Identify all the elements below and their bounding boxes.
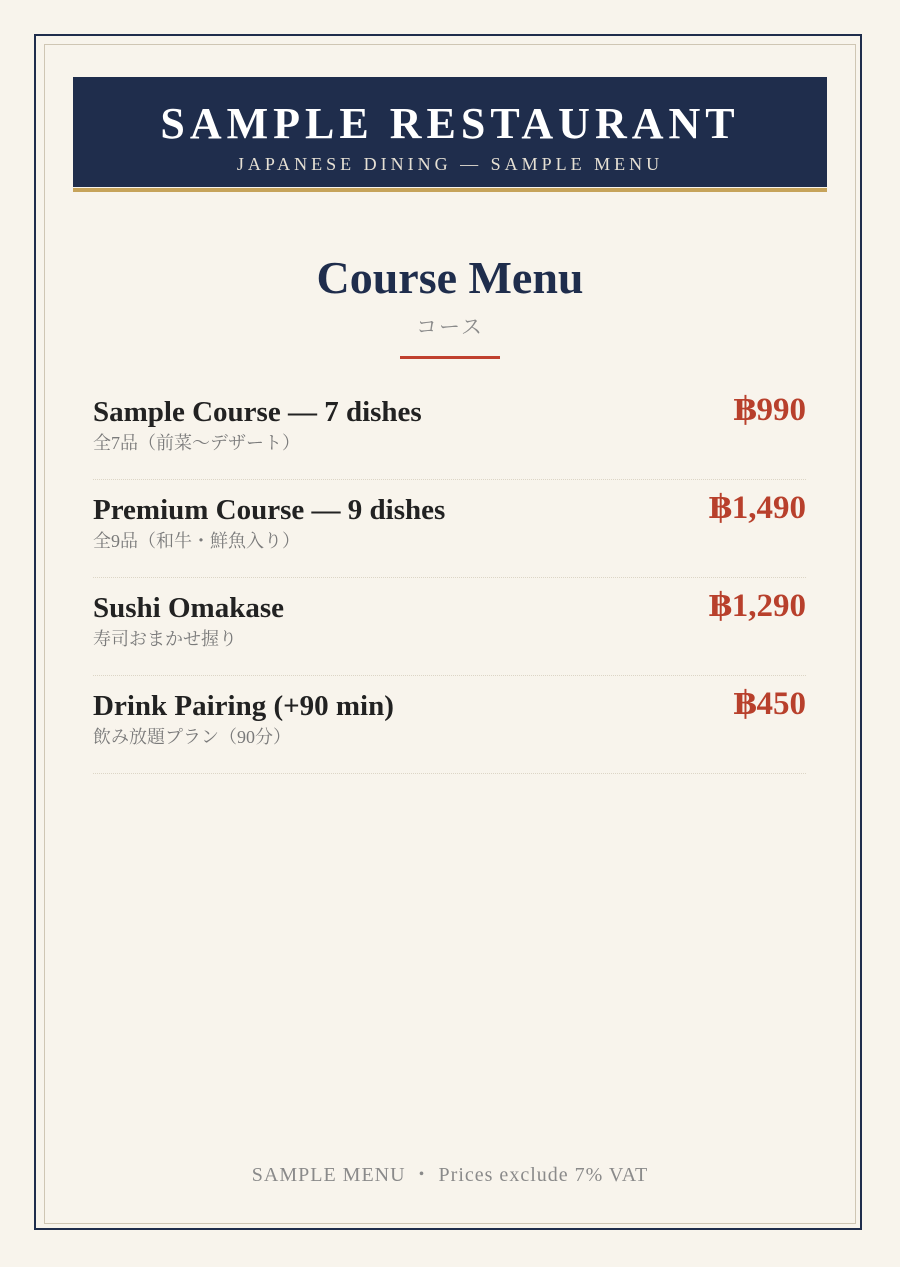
menu-item-price: ฿1,290 bbox=[708, 588, 806, 624]
footer-note: SAMPLE MENU ・ Prices exclude 7% VAT bbox=[251, 1164, 649, 1186]
menu-item-description: 全9品（和牛・鮮魚入り） bbox=[93, 531, 300, 551]
menu-item-sample-course bbox=[93, 382, 806, 480]
header-banner bbox=[73, 77, 827, 187]
restaurant-tagline: JAPANESE DINING — SAMPLE MENU bbox=[236, 154, 664, 174]
menu-item-description: 寿司おまかせ握り bbox=[93, 629, 237, 649]
menu-item-name: Drink Pairing (+90 min) bbox=[93, 690, 394, 722]
header-gold-divider bbox=[73, 188, 827, 192]
menu-item-drink-pairing bbox=[93, 676, 806, 774]
section-title-underline bbox=[400, 356, 500, 359]
menu-item-description: 飲み放題プラン（90分） bbox=[93, 727, 291, 747]
menu-item-sushi-omakase bbox=[93, 578, 806, 676]
menu-item-price: ฿1,490 bbox=[708, 490, 806, 526]
restaurant-name: SAMPLE RESTAURANT bbox=[160, 99, 740, 148]
section-subtitle: コース bbox=[416, 315, 484, 339]
menu-item-premium-course bbox=[93, 480, 806, 578]
menu-item-name: Premium Course — 9 dishes bbox=[93, 494, 446, 526]
menu-item-name: Sample Course — 7 dishes bbox=[93, 396, 422, 428]
menu-item-description: 全7品（前菜〜デザート） bbox=[93, 433, 300, 453]
menu-item-price: ฿990 bbox=[733, 392, 806, 428]
menu-item-price: ฿450 bbox=[733, 686, 806, 722]
menu-item-name: Sushi Omakase bbox=[93, 592, 284, 624]
menu-list bbox=[93, 382, 806, 774]
section-title: Course Menu bbox=[316, 252, 584, 303]
